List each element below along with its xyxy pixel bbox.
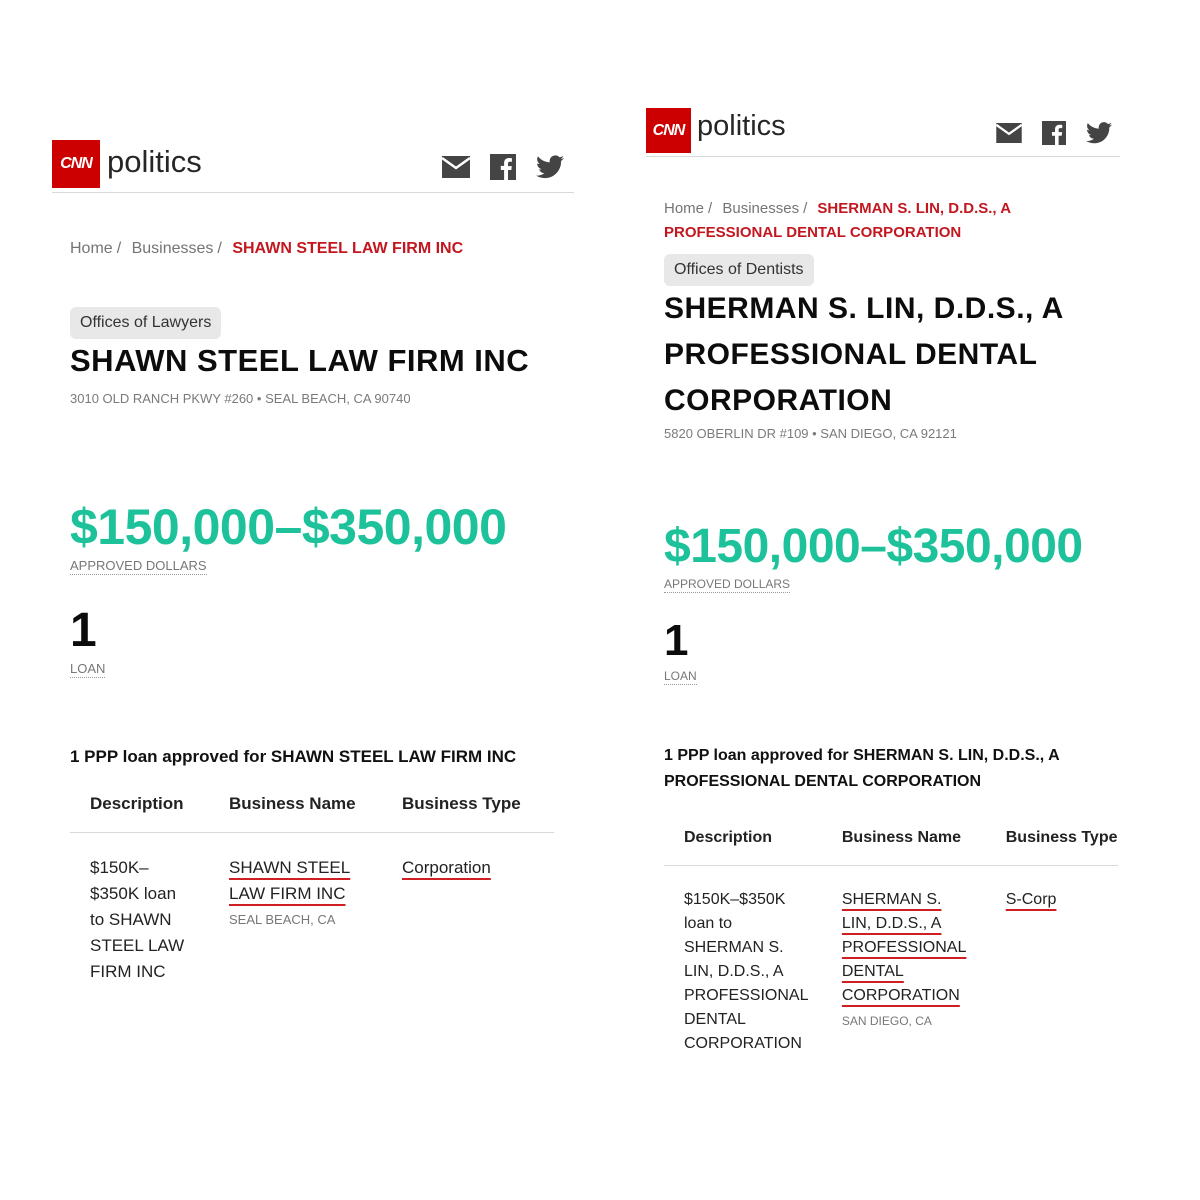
business-type-cell bbox=[986, 866, 1118, 1057]
breadcrumb-home[interactable]: Home bbox=[70, 240, 113, 257]
table-header-row bbox=[70, 794, 554, 833]
business-detail bbox=[52, 237, 574, 985]
business-address: 5820 OBERLIN DR #109 • SAN DIEGO, CA 92121 bbox=[664, 426, 957, 441]
loan-table bbox=[664, 829, 1118, 1056]
email-icon[interactable] bbox=[442, 156, 470, 178]
category-pill[interactable]: Offices of Lawyers bbox=[70, 307, 221, 339]
left-screenshot bbox=[52, 140, 574, 985]
column-header-description: Description bbox=[664, 829, 822, 866]
business-name-cell bbox=[822, 866, 986, 1057]
social-share-bar bbox=[996, 121, 1112, 145]
loan-count: 1 bbox=[664, 616, 689, 665]
column-header-business-name: Business Name bbox=[209, 794, 382, 833]
social-share-bar bbox=[442, 154, 564, 180]
facebook-icon[interactable] bbox=[490, 154, 516, 180]
breadcrumb-businesses[interactable]: Businesses bbox=[722, 200, 800, 217]
cnn-logo[interactable] bbox=[646, 108, 691, 153]
table-row bbox=[664, 866, 1118, 1057]
right-screenshot bbox=[646, 108, 1120, 1056]
column-header-business-name: Business Name bbox=[822, 829, 986, 866]
cnn-logo-text: CNN bbox=[652, 121, 685, 139]
approved-dollars-label[interactable]: APPROVED DOLLARS bbox=[664, 577, 791, 591]
business-name-cell bbox=[209, 833, 382, 986]
loan-description: $150K–$350K loan to SHAWN STEEL LAW FIRM INC bbox=[90, 858, 185, 981]
breadcrumb-home[interactable]: Home bbox=[664, 200, 705, 217]
section-name[interactable]: politics bbox=[107, 144, 202, 179]
business-name-link[interactable]: SHAWN STEEL LAW FIRM INC bbox=[229, 858, 351, 903]
section-name[interactable]: politics bbox=[697, 110, 786, 142]
page-title: SHAWN STEEL LAW FIRM INC bbox=[70, 343, 530, 378]
breadcrumb: Home / Businesses / SHAWN STEEL LAW FIRM INC bbox=[70, 240, 464, 257]
loan-description: $150K–$350K loan to SHERMAN S. LIN, D.D.S., A PROFESSIONAL DENTAL CORPORATION bbox=[684, 891, 808, 1052]
breadcrumb-current: SHERMAN S. LIN, D.D.S., A PROFESSIONAL DENTAL CORPORATION bbox=[664, 200, 1011, 241]
business-type-cell bbox=[382, 833, 554, 986]
loan-count: 1 bbox=[70, 604, 97, 657]
business-detail bbox=[646, 197, 1120, 1056]
facebook-icon[interactable] bbox=[1042, 121, 1066, 145]
approved-dollars-label[interactable]: APPROVED DOLLARS bbox=[70, 558, 207, 573]
loan-table bbox=[70, 794, 554, 985]
business-location: SEAL BEACH, CA bbox=[229, 912, 336, 927]
business-name-link[interactable]: SHERMAN S. LIN, D.D.S., A PROFESSIONAL DENTAL CORPORATION bbox=[841, 891, 967, 1004]
breadcrumb-current: SHAWN STEEL LAW FIRM INC bbox=[232, 240, 464, 257]
approved-amount: $150,000–$350,000 bbox=[664, 520, 1083, 573]
twitter-icon[interactable] bbox=[1086, 122, 1112, 144]
approved-amount: $150,000–$350,000 bbox=[70, 499, 507, 555]
email-icon[interactable] bbox=[996, 123, 1022, 143]
loans-heading: 1 PPP loan approved for SHERMAN S. LIN, D.D.S., A PROFESSIONAL DENTAL CORPORATION bbox=[664, 747, 1060, 790]
loan-label[interactable]: LOAN bbox=[664, 669, 697, 683]
site-header bbox=[646, 108, 1120, 157]
loan-label[interactable]: LOAN bbox=[70, 661, 106, 676]
cnn-logo-text: CNN bbox=[60, 155, 92, 172]
business-address: 3010 OLD RANCH PKWY #260 • SEAL BEACH, CA 90740 bbox=[70, 391, 411, 406]
table-row bbox=[70, 833, 554, 986]
column-header-description: Description bbox=[70, 794, 209, 833]
column-header-business-type: Business Type bbox=[382, 794, 554, 833]
table-header-row bbox=[664, 829, 1118, 866]
breadcrumb-businesses[interactable]: Businesses bbox=[131, 240, 214, 257]
site-header bbox=[52, 140, 574, 193]
twitter-icon[interactable] bbox=[536, 155, 564, 179]
business-location: SAN DIEGO, CA bbox=[841, 1014, 932, 1028]
category-pill[interactable]: Offices of Dentists bbox=[664, 254, 814, 286]
cnn-logo[interactable] bbox=[52, 140, 100, 188]
business-type-link[interactable]: Corporation bbox=[402, 858, 491, 877]
business-type-link[interactable]: S-Corp bbox=[1005, 891, 1057, 908]
loans-heading: 1 PPP loan approved for SHAWN STEEL LAW FIRM INC bbox=[70, 747, 517, 766]
breadcrumb: Home / Businesses / SHERMAN S. LIN, D.D.S., A PROFESSIONAL DENTAL CORPORATION bbox=[664, 200, 1011, 241]
column-header-business-type: Business Type bbox=[986, 829, 1118, 866]
page-title: SHERMAN S. LIN, D.D.S., A PROFESSIONAL DENTAL CORPORATION bbox=[664, 292, 1063, 417]
